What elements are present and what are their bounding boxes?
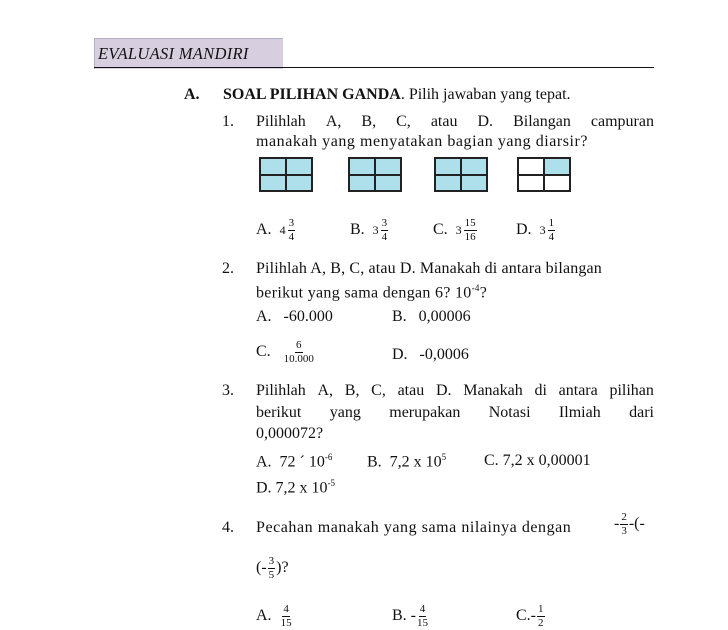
fraction: [281, 604, 292, 629]
fraction: [464, 218, 477, 243]
figure-cell: [435, 175, 461, 192]
numerator: 1: [538, 603, 544, 615]
option-text: B. 7,2 x 10: [367, 453, 442, 471]
q1-word: Pilihlah: [256, 113, 306, 130]
numerator: 3: [381, 217, 388, 229]
q1-word: atau: [430, 113, 458, 130]
section-title-bold: SOAL PILIHAN GANDA: [223, 86, 401, 103]
denominator: 4: [548, 231, 555, 243]
numerator: 4: [283, 603, 289, 615]
q3-word: antara: [558, 382, 598, 399]
q4-line1-text: Pecahan manakah yang sama nilainya dengan: [256, 519, 572, 536]
fraction: [268, 556, 276, 581]
denominator: 2: [538, 617, 544, 629]
q2-option-b: B. 0,00006: [392, 308, 471, 325]
section-title-rest: . Pilih jawaban yang tepat.: [400, 86, 571, 103]
minus-sign: -: [530, 607, 536, 625]
q3-word: B,: [344, 382, 360, 399]
denominator: 4: [288, 231, 295, 243]
numerator: 15: [464, 217, 476, 229]
numerator: 6: [296, 339, 302, 351]
figure-cell: [349, 158, 375, 175]
figure-cell: [461, 175, 487, 192]
q1-line2: manakah yang menyatakan bagian yang diarsir?: [256, 133, 589, 150]
figure-cell: [435, 158, 461, 175]
q1-word: A,: [325, 113, 342, 130]
fraction: [537, 604, 545, 629]
option-label: B.: [350, 221, 365, 239]
exponent: -4: [471, 283, 480, 293]
q1-word: C,: [396, 113, 411, 130]
option-label: C.: [256, 343, 271, 361]
q3-line1: [256, 382, 654, 400]
expr-tail: )?: [276, 559, 289, 577]
q3-word: yang: [329, 404, 361, 421]
q2-line1: Pilihlah A, B, C, atau D. Manakah di antara bilangan: [256, 260, 602, 277]
figure-cell: [260, 175, 286, 192]
q1-option-b: [350, 218, 389, 243]
figure-cell: [518, 158, 544, 175]
numerator: 3: [268, 555, 275, 567]
minus-sign: -: [614, 515, 620, 533]
option-label: B.: [392, 607, 407, 625]
q3-option-d: [256, 478, 335, 497]
denominator: 4: [381, 231, 388, 243]
mixed-whole: 3: [455, 223, 462, 237]
expr-head: (-: [256, 559, 267, 577]
numerator: 3: [288, 217, 295, 229]
section-title: [223, 86, 571, 104]
exponent: -6: [324, 452, 333, 462]
q2-line2-end: ?: [479, 284, 488, 302]
q1-figure-4: [517, 157, 571, 192]
minus-sign: -: [410, 607, 416, 625]
q3-word: Pilihlah: [256, 382, 306, 399]
denominator: 10.000: [283, 353, 314, 365]
numerator: 1: [548, 217, 555, 229]
expr-tail: -(-: [628, 515, 645, 533]
denominator: 3: [621, 525, 627, 537]
q1-figure-2: [348, 157, 402, 192]
q4-number: 4.: [222, 519, 234, 536]
figure-cell: [544, 158, 570, 175]
q2-option-d: D. -0,0006: [392, 346, 469, 363]
figure-cell: [375, 158, 401, 175]
q3-word: Manakah: [463, 382, 523, 399]
q3-word: C,: [371, 382, 386, 399]
figure-cell: [286, 158, 312, 175]
option-label: A.: [256, 221, 272, 239]
figure-cell: [286, 175, 312, 192]
fraction: [417, 604, 428, 629]
q3-word: dari: [629, 404, 654, 421]
figure-cell: [375, 175, 401, 192]
q3-word: merupakan: [389, 404, 461, 421]
q3-line2: [256, 404, 654, 422]
q2-line2-text: berikut yang sama dengan 6? 10: [256, 284, 472, 302]
q3-word: A,: [317, 382, 334, 399]
q2-option-c: [256, 340, 315, 365]
q3-option-b: [367, 452, 446, 471]
q1-word: B,: [361, 113, 377, 130]
option-text: A. 72 ´ 10: [256, 453, 325, 471]
exponent: 5: [441, 452, 447, 462]
exponent: -5: [327, 478, 336, 488]
section-header-title: EVALUASI MANDIRI: [98, 44, 249, 63]
numerator: 2: [621, 511, 627, 523]
q4-option-a: [256, 604, 293, 629]
q3-word: di: [534, 382, 547, 399]
mixed-whole: 3: [372, 223, 379, 237]
denominator: 15: [280, 617, 292, 629]
q3-word: pilihan: [609, 382, 654, 399]
q1-word: Bilangan: [513, 113, 571, 130]
option-label: D.: [516, 221, 532, 239]
figure-cell: [518, 175, 544, 192]
fraction: [284, 340, 314, 365]
q1-number: 1.: [222, 113, 234, 130]
q1-word: campuran: [590, 113, 654, 130]
option-label: C.: [516, 607, 531, 625]
option-label: C.: [433, 221, 448, 239]
fraction: [620, 512, 628, 537]
denominator: 15: [417, 617, 428, 629]
q1-option-c: [433, 218, 478, 243]
q3-word: D.: [435, 382, 452, 399]
q3-number: 3.: [222, 382, 234, 399]
fraction: [548, 218, 556, 243]
q2-number: 2.: [222, 260, 234, 277]
q3-option-a: [256, 452, 332, 471]
figure-cell: [349, 175, 375, 192]
q1-word: D.: [477, 113, 494, 130]
q3-word: berikut: [256, 404, 302, 421]
mixed-whole: 3: [539, 223, 546, 237]
q4-option-b: [392, 604, 429, 629]
q3-word: Notasi: [488, 404, 531, 421]
q2-option-a: A. -60.000: [256, 308, 333, 325]
option-text: D. 7,2 x 10: [256, 479, 328, 497]
q2-line2: [256, 283, 487, 302]
q1-line1: [256, 113, 654, 131]
denominator: 16: [464, 231, 476, 243]
q1-option-a: [256, 218, 296, 243]
fraction: [381, 218, 389, 243]
q4-option-c: [516, 604, 546, 629]
q3-word: Ilmiah: [558, 404, 601, 421]
figure-cell: [260, 158, 286, 175]
denominator: 5: [268, 569, 275, 581]
figure-cell: [544, 175, 570, 192]
header-divider: [94, 67, 654, 68]
q3-option-c: C. 7,2 x 0,00001: [484, 452, 591, 469]
q4-line2: [256, 556, 289, 581]
numerator: 4: [419, 603, 426, 615]
figure-cell: [461, 158, 487, 175]
q1-figure-1: [259, 157, 313, 192]
mixed-whole: 4: [279, 223, 286, 237]
option-label: A.: [256, 607, 272, 625]
q4-line1-expr: [614, 512, 645, 537]
q1-option-d: [516, 218, 556, 243]
section-letter: A.: [184, 86, 200, 103]
q1-figure-3: [434, 157, 488, 192]
fraction: [288, 218, 296, 243]
q3-line3: 0,000072?: [256, 425, 324, 442]
q3-word: atau: [397, 382, 425, 399]
